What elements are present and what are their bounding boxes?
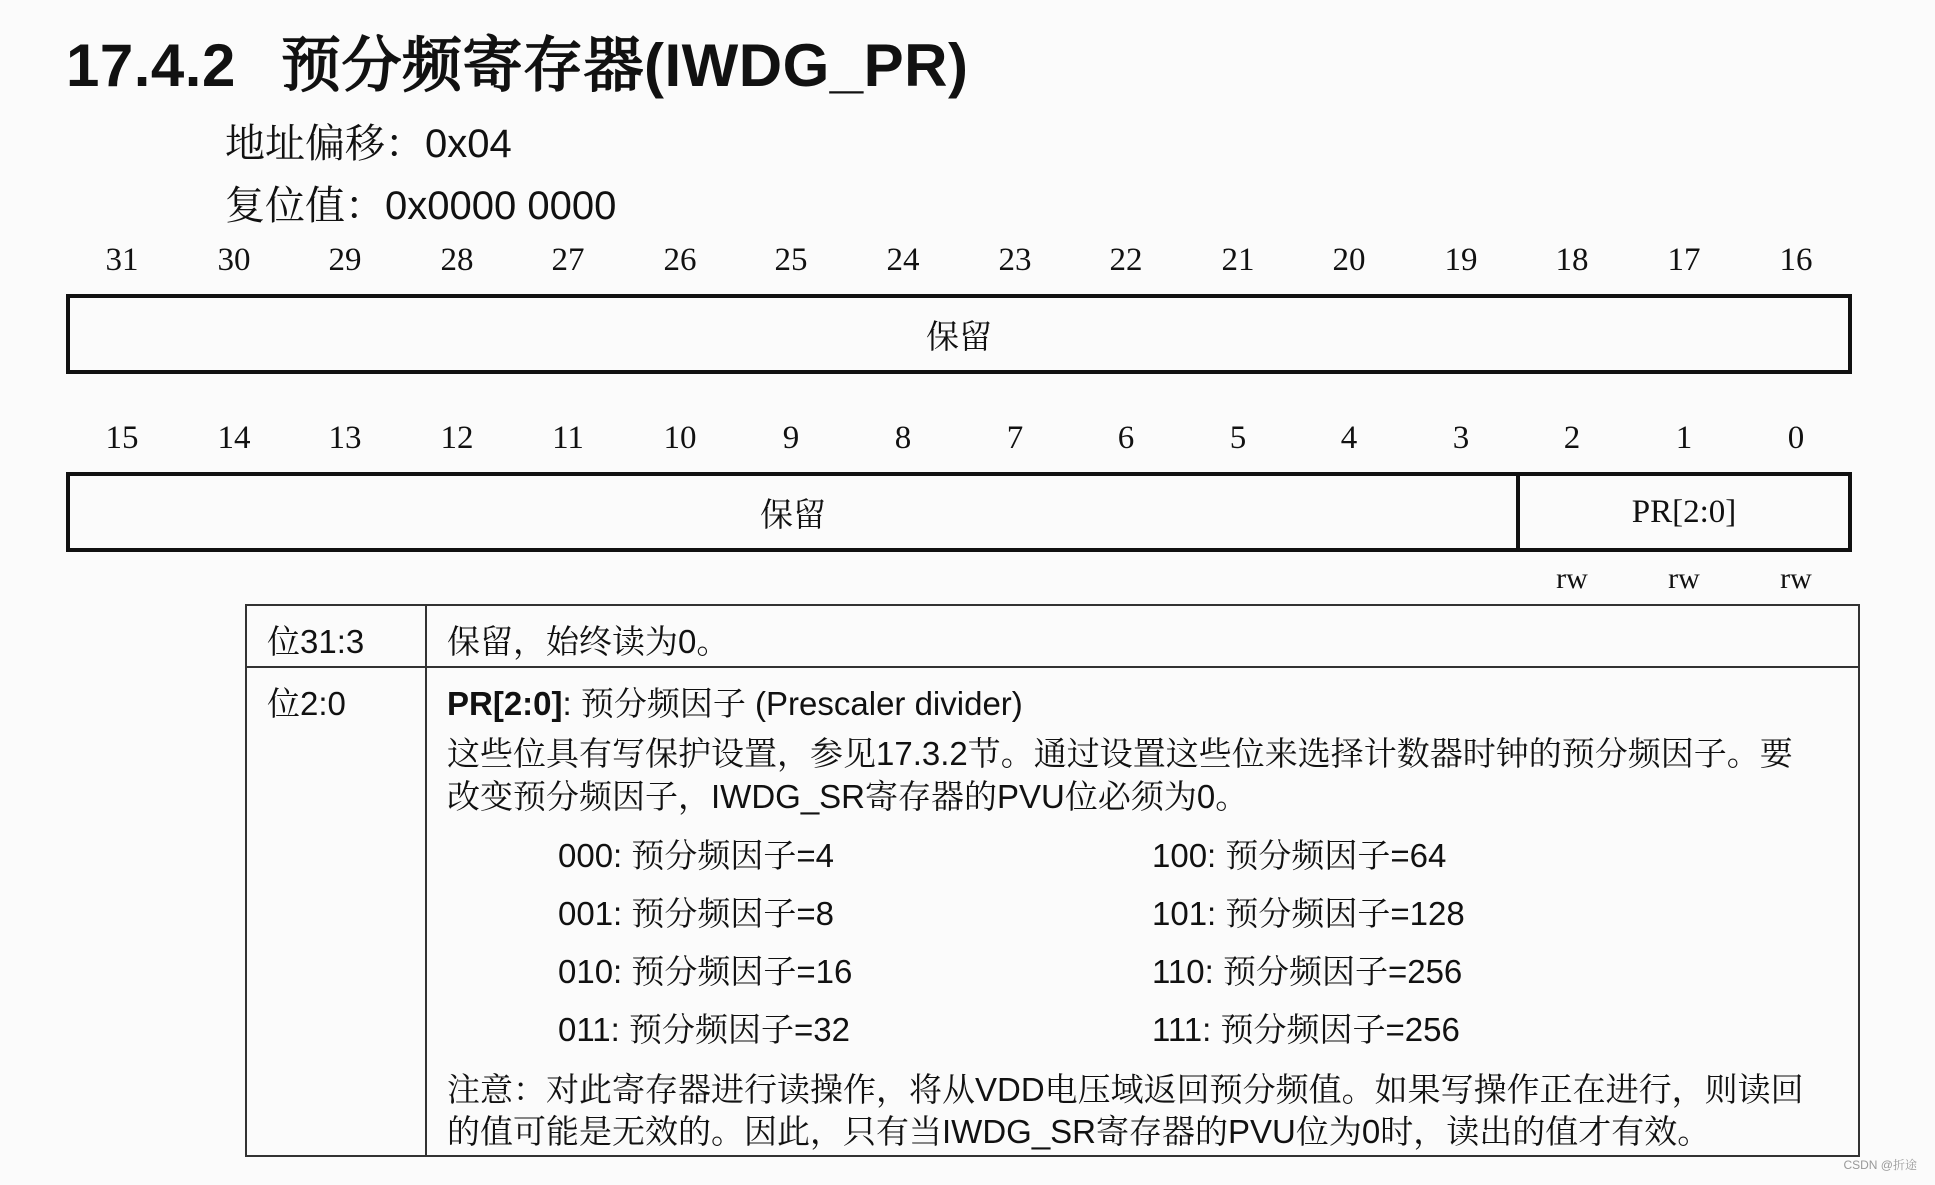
- watermark: CSDN @折途: [1843, 1158, 1917, 1172]
- bit-number: 4: [1340, 420, 1358, 456]
- row2-bits: 位2:0: [267, 685, 346, 722]
- bit-description-table: [245, 604, 1860, 1157]
- description-line: 改变预分频因子，IWDG_SR寄存器的PVU位必须为0。: [447, 778, 1249, 815]
- bit-number: 13: [328, 420, 362, 456]
- bit-number: 5: [1229, 420, 1247, 456]
- description-line: 这些位具有写保护设置，参见17.3.2节。通过设置这些位来选择计数器时钟的预分频因子。要: [447, 735, 1793, 772]
- bit-number: 20: [1332, 242, 1366, 278]
- reserved-field-upper: 保留: [926, 319, 992, 356]
- access-type: rw: [1556, 562, 1588, 595]
- prescaler-value: 110: 预分频因子=256: [1152, 953, 1463, 990]
- register-lower-half: [66, 472, 1852, 552]
- access-type: rw: [1780, 562, 1812, 595]
- bit-number: 31: [105, 242, 139, 278]
- bit-number: 0: [1787, 420, 1805, 456]
- prescaler-value: 000: 预分频因子=4: [558, 837, 835, 874]
- prescaler-value: 011: 预分频因子=32: [558, 1011, 850, 1048]
- bit-number: 15: [105, 420, 139, 456]
- bit-number: 27: [551, 242, 585, 278]
- note-line: 的值可能是无效的。因此，只有当IWDG_SR寄存器的PVU位为0时，读出的值才有效。: [447, 1113, 1711, 1150]
- bit-number: 23: [998, 242, 1032, 278]
- bit-number: 22: [1109, 242, 1143, 278]
- bit-number: 26: [663, 242, 697, 278]
- prescaler-value: 001: 预分频因子=8: [558, 895, 835, 932]
- page-title: [66, 18, 968, 104]
- bit-number: 7: [1006, 420, 1024, 456]
- field-name-bold: PR[2:0]: [447, 685, 563, 722]
- prescaler-value: 101: 预分频因子=128: [1152, 895, 1465, 932]
- bit-number: 16: [1779, 242, 1813, 278]
- bit-number: 12: [440, 420, 474, 456]
- bit-number: 10: [663, 420, 697, 456]
- bit-number: 25: [774, 242, 808, 278]
- pr-field: PR[2:0]: [1516, 476, 1848, 548]
- bit-number: 30: [217, 242, 251, 278]
- note-line: 注意：对此寄存器进行读操作，将从VDD电压域返回预分频值。如果写操作正在进行，则读回: [447, 1071, 1804, 1108]
- bit-number: 14: [217, 420, 251, 456]
- bit-number: 3: [1452, 420, 1470, 456]
- prescaler-value: 111: 预分频因子=256: [1152, 1011, 1460, 1048]
- section-number: 17.4.2: [66, 32, 236, 99]
- bit-number: 8: [894, 420, 912, 456]
- bit-number: 28: [440, 242, 474, 278]
- bit-number: 18: [1555, 242, 1589, 278]
- bit-number: 24: [886, 242, 920, 278]
- bit-number: 29: [328, 242, 362, 278]
- bit-number: 1: [1675, 420, 1693, 456]
- address-offset: 地址偏移：0x04: [225, 122, 512, 166]
- row1-bits: 位31:3: [267, 623, 365, 660]
- bit-number: 19: [1444, 242, 1478, 278]
- bit-number: 11: [552, 420, 584, 456]
- register-upper-half: [66, 294, 1852, 374]
- prescaler-value: 010: 预分频因子=16: [558, 953, 853, 990]
- prescaler-value: 100: 预分频因子=64: [1152, 837, 1447, 874]
- register-title: 预分频寄存器(IWDG_PR): [281, 32, 969, 99]
- bit-number: 6: [1117, 420, 1135, 456]
- bit-number: 21: [1221, 242, 1255, 278]
- bit-number: 2: [1563, 420, 1581, 456]
- field-name-rest: : 预分频因子 (Prescaler divider): [562, 685, 1023, 722]
- row1-description: 保留，始终读为0。: [447, 623, 730, 660]
- reset-value: 复位值：0x0000 0000: [225, 184, 617, 228]
- field-name: [447, 678, 1023, 725]
- bit-number: 9: [782, 420, 800, 456]
- access-type: rw: [1668, 562, 1700, 595]
- bit-number: 17: [1667, 242, 1701, 278]
- reserved-field-lower: 保留: [760, 497, 826, 534]
